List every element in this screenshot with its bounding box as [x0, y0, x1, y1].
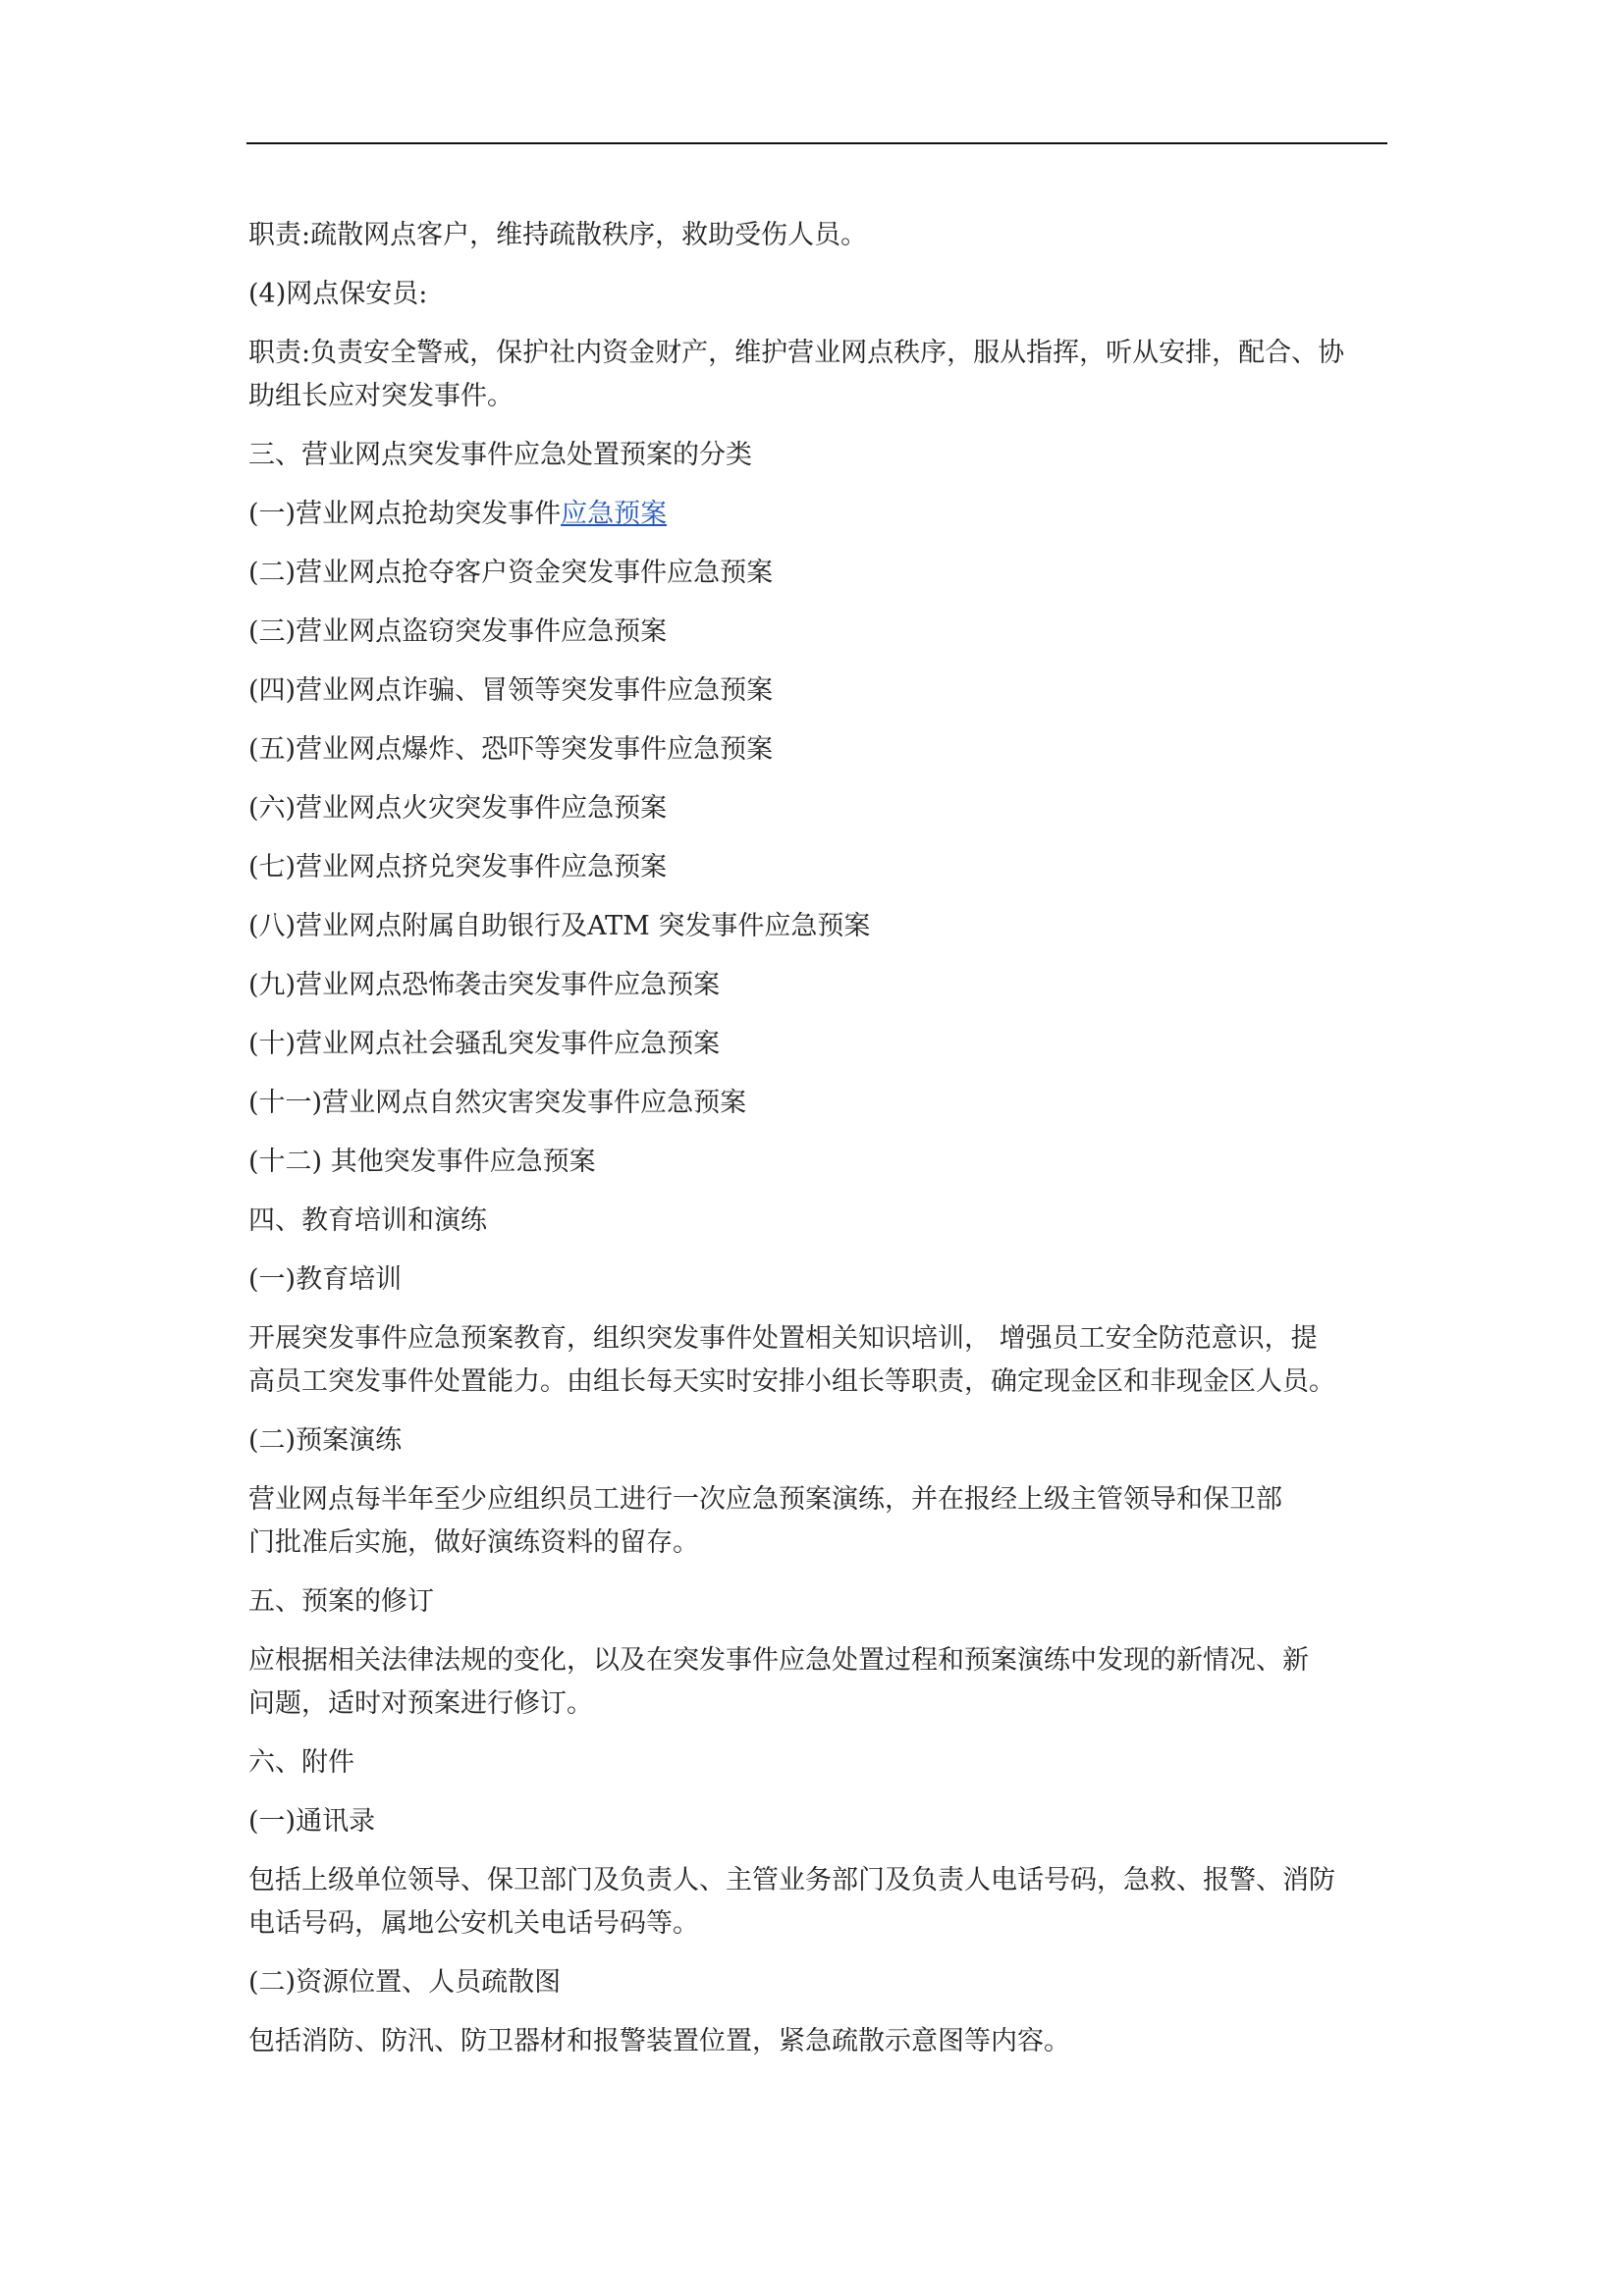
- security-guard-duty: [248, 332, 1407, 418]
- plan-item-10: (十)营业网点社会骚乱突发事件应急预案: [248, 1029, 721, 1059]
- contacts-paragraph: [248, 1859, 1407, 1946]
- paragraph-line: 包括上级单位领导、保卫部门及负责人、主管业务部门及负责人电话号码，急救、报警、消防: [248, 1865, 1335, 1896]
- plan-item-12: (十二) 其他突发事件应急预案: [248, 1147, 596, 1177]
- paragraph-line: 电话号码，属地公安机关电话号码等。: [248, 1908, 699, 1939]
- plan-item-9: (九)营业网点恐怖袭击突发事件应急预案: [248, 970, 721, 1000]
- plan-item-2: (二)营业网点抢夺客户资金突发事件应急预案: [248, 558, 774, 588]
- paragraph-line: 营业网点每半年至少应组织员工进行一次应急预案演练，并在报经上级主管领导和保卫部: [248, 1484, 1282, 1515]
- emergency-plan-link[interactable]: 应急预案: [561, 499, 668, 529]
- duty-evacuation: 职责:疏散网点客户，维持疏散秩序，救助受伤人员。: [248, 220, 868, 250]
- plan-item-8: (八)营业网点附属自助银行及ATM 突发事件应急预案: [248, 911, 871, 941]
- plan-item-6: (六)营业网点火灾突发事件应急预案: [248, 793, 668, 824]
- subsection-training: (一)教育培训: [248, 1264, 403, 1295]
- paragraph-line: 高员工突发事件处置能力。由组长每天实时安排小组长等职责，确定现金区和非现金区人员。: [248, 1366, 1335, 1397]
- plan-item-1: [248, 493, 1407, 536]
- paragraph-line: 开展突发事件应急预案教育，组织突发事件处置相关知识培训， 增强员工安全防范意识，提: [248, 1323, 1318, 1354]
- plan-item-4: (四)营业网点诈骗、冒领等突发事件应急预案: [248, 675, 774, 706]
- evacuation-map-paragraph: 包括消防、防汛、防卫器材和报警装置位置，紧急疏散示意图等内容。: [248, 2026, 1070, 2056]
- subsection-evacuation-map: (二)资源位置、人员疏散图: [248, 1967, 562, 1998]
- section-heading-3: 三、营业网点突发事件应急处置预案的分类: [248, 440, 752, 470]
- header-rule: [246, 142, 1387, 144]
- paragraph-line: 职责:负责安全警戒，保护社内资金财产，维护营业网点秩序，服从指挥，听从安排，配合、协: [248, 338, 1345, 368]
- plan-item-1-text: (一)营业网点抢劫突发事件: [248, 499, 562, 529]
- plan-item-7: (七)营业网点挤兑突发事件应急预案: [248, 852, 668, 882]
- section-heading-5: 五、预案的修订: [248, 1586, 434, 1617]
- section-heading-6: 六、附件: [248, 1747, 354, 1778]
- plan-item-11: (十一)营业网点自然灾害突发事件应急预案: [248, 1088, 747, 1118]
- section-heading-4: 四、教育培训和演练: [248, 1205, 487, 1236]
- subsection-contacts: (一)通讯录: [248, 1806, 376, 1837]
- revision-paragraph: [248, 1639, 1407, 1726]
- paragraph-line: 应根据相关法律法规的变化，以及在突发事件应急处置过程和预案演练中发现的新情况、新: [248, 1645, 1309, 1676]
- subsection-drill: (二)预案演练: [248, 1425, 403, 1456]
- paragraph-line: 问题，适时对预案进行修订。: [248, 1688, 593, 1719]
- training-paragraph: [248, 1317, 1407, 1404]
- paragraph-line: 门批准后实施，做好演练资料的留存。: [248, 1527, 699, 1558]
- document-body: [248, 214, 1407, 2079]
- drill-paragraph: [248, 1478, 1407, 1565]
- security-guard-heading: (4)网点保安员:: [248, 279, 428, 309]
- plan-item-3: (三)营业网点盗窃突发事件应急预案: [248, 616, 668, 647]
- paragraph-line: 助组长应对突发事件。: [248, 381, 514, 411]
- plan-item-5: (五)营业网点爆炸、恐吓等突发事件应急预案: [248, 734, 774, 765]
